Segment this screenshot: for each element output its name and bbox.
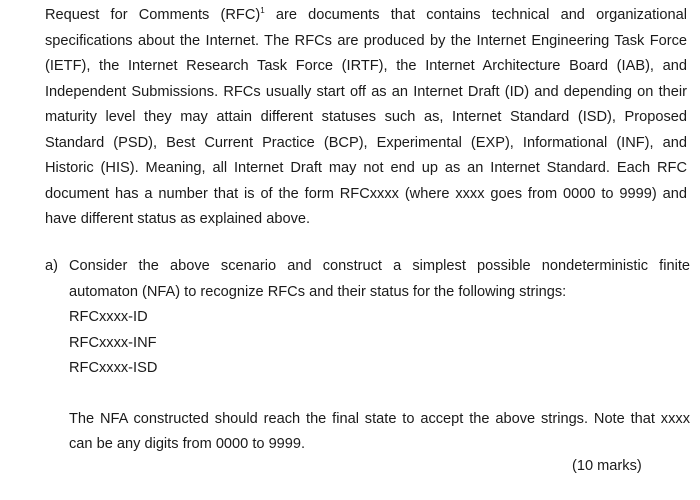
question-body: [69, 254, 690, 458]
intro-lead: Request for Comments (RFC): [45, 7, 261, 23]
string-item: RFCxxxx-INF: [69, 334, 157, 351]
marks-label: (10 marks): [572, 458, 642, 474]
intro-paragraph: [45, 3, 687, 233]
string-item: RFCxxxx-ID: [69, 309, 148, 325]
question-label: a): [45, 258, 58, 274]
string-list: [69, 305, 690, 382]
footnote-mark: 1: [260, 6, 265, 16]
question-note: The NFA constructed should reach the final state to accept the above strings. Note that xxxx can be any digits from 0000 to 9999.: [69, 410, 690, 452]
question-text: Consider the above scenario and construct a simplest possible nondeterministic finite automaton (NFA) to recognize RFCs and their status for the following strings:: [69, 258, 690, 300]
intro-body: are documents that contains technical and organizational specifications about the Internet. The RFCs are produced by the Internet Engineering Task Force (IETF), the Internet Research Task Force (IRTF), the Internet Architecture Board (IAB), and Independent Submissions. RFCs usually start off as an Internet Draft (ID) and depending on their maturity level they may attain different statuses such as, Internet Standard (ISD), Proposed Standard (PSD), Best Current Practice (BCP), Experimental (EXP), Informational (INF), and Historic (HIS). Meaning, all Internet Draft may not end up as an Internet Standard. Each RFC document has a number that is of the form RFCxxxx (where xxxx goes from 0000 to 9999) and have different status as explained above.: [45, 7, 687, 227]
string-item: RFCxxxx-ISD: [69, 360, 158, 376]
